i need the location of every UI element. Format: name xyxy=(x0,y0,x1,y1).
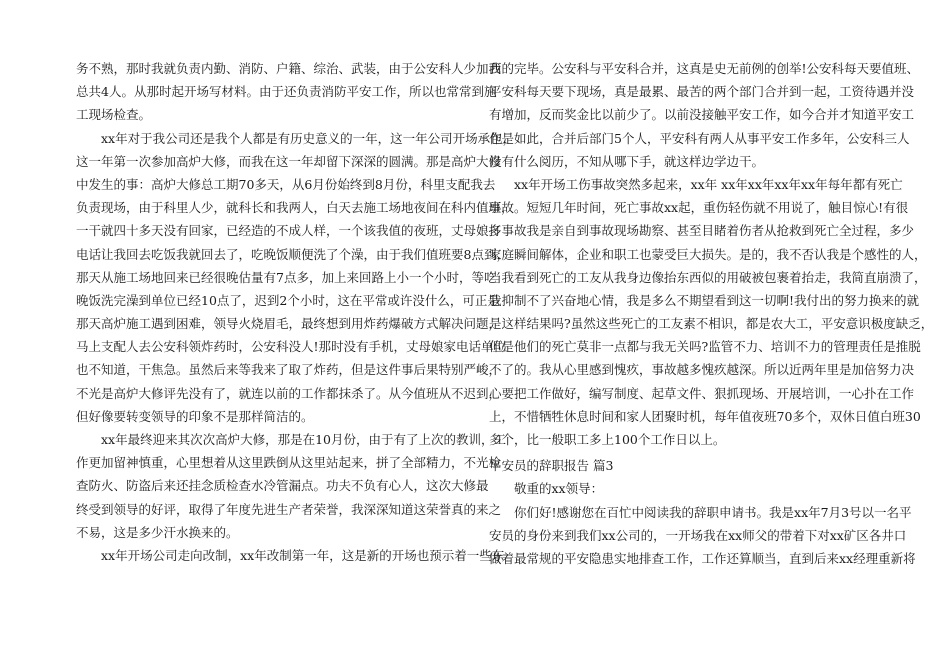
text-line: 敬重的xx领导： xyxy=(514,481,604,497)
text-line: 不光是高炉大修评先没有了，就连以前的工作都抹杀了。从今值班从不迟到， xyxy=(76,385,502,401)
text-line: 那天高炉施工遇到困难，领导火烧眉毛，最终想到用炸药爆破方式解决问题， xyxy=(76,316,502,332)
text-line: 安员的身份来到我们xx公司的，一开场我在xx师父的带着下对xx矿区各井口 xyxy=(489,527,907,543)
text-line: 平安科每天要下现场，真是最累、最苦的两个部门合并到一起，工资待遇并没 xyxy=(489,84,915,100)
text-line: 不了的。我从心里感到愧疚，事故越多愧疚越深。所以近两年里是加倍努力决 xyxy=(489,362,915,378)
text-line: 总共4人。从那时起开场写材料。由于还负责消防平安工作，所以也常常到施 xyxy=(76,84,497,100)
text-line: xx年对于我公司还是我个人都是有历史意义的一年，这一年公司开场承包， xyxy=(101,130,516,146)
text-line: 一干就四十多天没有回家，已经造的不成人样，一个该我值的夜班，丈母娘打 xyxy=(76,223,502,239)
text-line: 但好像要转变领导的印象不是那样简洁的。 xyxy=(76,408,314,424)
text-line: xx年最终迎来其次次高炉大修，那是在10月份，由于有了上次的教训，工 xyxy=(101,432,507,447)
text-line: 不易，这是多少汗水换来的。 xyxy=(76,524,239,540)
text-line: 也不知道，干焦急。虽然后来等我来了取了炸药，但是这件事后果特别严峻， xyxy=(76,362,502,378)
text-line: 这一年第一次参加高炉大修，而我在这一年却留下深深的圆满。那是高炉大修 xyxy=(76,153,502,169)
text-line: 心要把工作做好，编写制度、起草文件、狠抓现场、开展培训，一心扑在工作 xyxy=(489,385,915,401)
text-line: 家庭瞬间解体，企业和职工也蒙受巨大损失。是的，我不否认我是个感性的人， xyxy=(489,246,927,262)
section-heading: 平安员的辞职报告 篇3 xyxy=(489,458,614,474)
text-line: 电话让我回去吃饭我就回去了，吃晚饭顺便洗了个澡，由于我们值班要8点到， xyxy=(76,246,509,262)
text-line: xx年开场公司走向改制，xx年改制第一年，这是新的开场也预示着一些东 xyxy=(101,547,505,563)
text-line: 多事故我是亲自到事故现场勘察、甚至目睹着伤者从抢救到死亡全过程，多少 xyxy=(489,223,915,239)
text-line: 作是如此，合并后部门5个人，平安科有两人从事平安工作多年，公安科三人 xyxy=(489,130,910,146)
text-line: 你们好!感谢您在百忙中阅读我的辞职申请书。我是xx年7月3号以一名平 xyxy=(514,504,912,520)
text-line: 务不熟，那时我就负责内勤、消防、户籍、综治、武装，由于公安科人少加我 xyxy=(76,61,502,76)
right-column xyxy=(489,57,934,570)
text-line: 那天从施工场地回来已经很晚估量有7点多，加上来回路上小一个小时，等吃 xyxy=(76,269,497,285)
text-line: 但是他们的死亡莫非一点都与我无关吗?监管不力、培训不力的管理责任是推脱 xyxy=(489,339,921,355)
text-line: 当我看到死亡的工友从我身边像抬东西似的用破被包裹着抬走，我简直崩溃了， xyxy=(489,269,927,285)
text-line: 是这样结果吗?虽然这些死亡的工友素不相识，都是农大工，平安意识极度缺乏， xyxy=(489,316,934,332)
text-line: 作更加留神慎重，心里想着从这里跌倒从这里站起来，拼了全部精力，不光检 xyxy=(76,455,502,471)
text-line: 多个，比一般职工多上100个工作日以上。 xyxy=(489,432,726,447)
text-line: 上，不惜牺牲休息时间和家人团聚时机，每年值夜班70多个，双休日值白班30 xyxy=(489,408,921,424)
text-line: xx年开场工伤事故突然多起来，xx年 xx年xx年xx年xx年每年都有死亡 xyxy=(514,176,903,192)
text-line: 做着最常规的平安隐患实地排查工作，工作还算顺当，直到后来xx经理重新将 xyxy=(489,550,916,566)
text-line: 没有什么阅历，不知从哪下手，就这样边学边干。 xyxy=(489,153,765,169)
text-line: 马上支配人去公安科领炸药时，公安科没人!那时没有手机，丈母娘家电话单位 xyxy=(76,339,507,355)
text-line: 我抑制不了兴奋地心情，我是多么不期望看到这一切啊!我付出的努力换来的就 xyxy=(489,292,920,308)
text-line: 西的完毕。公安科与平安科合并，这真是史无前例的创举!公安科每天要值班、 xyxy=(489,61,920,76)
text-line: 中发生的事：高炉大修总工期70多天，从6月份始终到8月份，科里支配我去 xyxy=(76,176,496,192)
text-line: 终受到领导的好评，取得了年度先进生产者荣誉，我深深知道这荣誉真的来之 xyxy=(76,501,502,517)
text-line: 查防火、防盗后来还挂念质检查水冷管漏点。功夫不负有心人，这次大修最 xyxy=(76,478,489,494)
text-line: 事故。短短几年时间，死亡事故xx起，重伤轻伤就不用说了，触目惊心!有很 xyxy=(489,200,909,216)
text-line: 有增加，反而奖金比以前少了。以前没接触平安工作，如今合并才知道平安工 xyxy=(489,107,915,123)
left-column xyxy=(76,57,516,567)
text-line: 工现场检查。 xyxy=(76,107,152,123)
text-line: 晚饭洗完澡到单位已经10点了，迟到2个小时，这在平常或许没什么，可正是 xyxy=(76,292,500,308)
text-line: 负责现场，由于科里人少，就科长和我两人，白天去施工场地夜间在科内值班， xyxy=(76,200,514,216)
